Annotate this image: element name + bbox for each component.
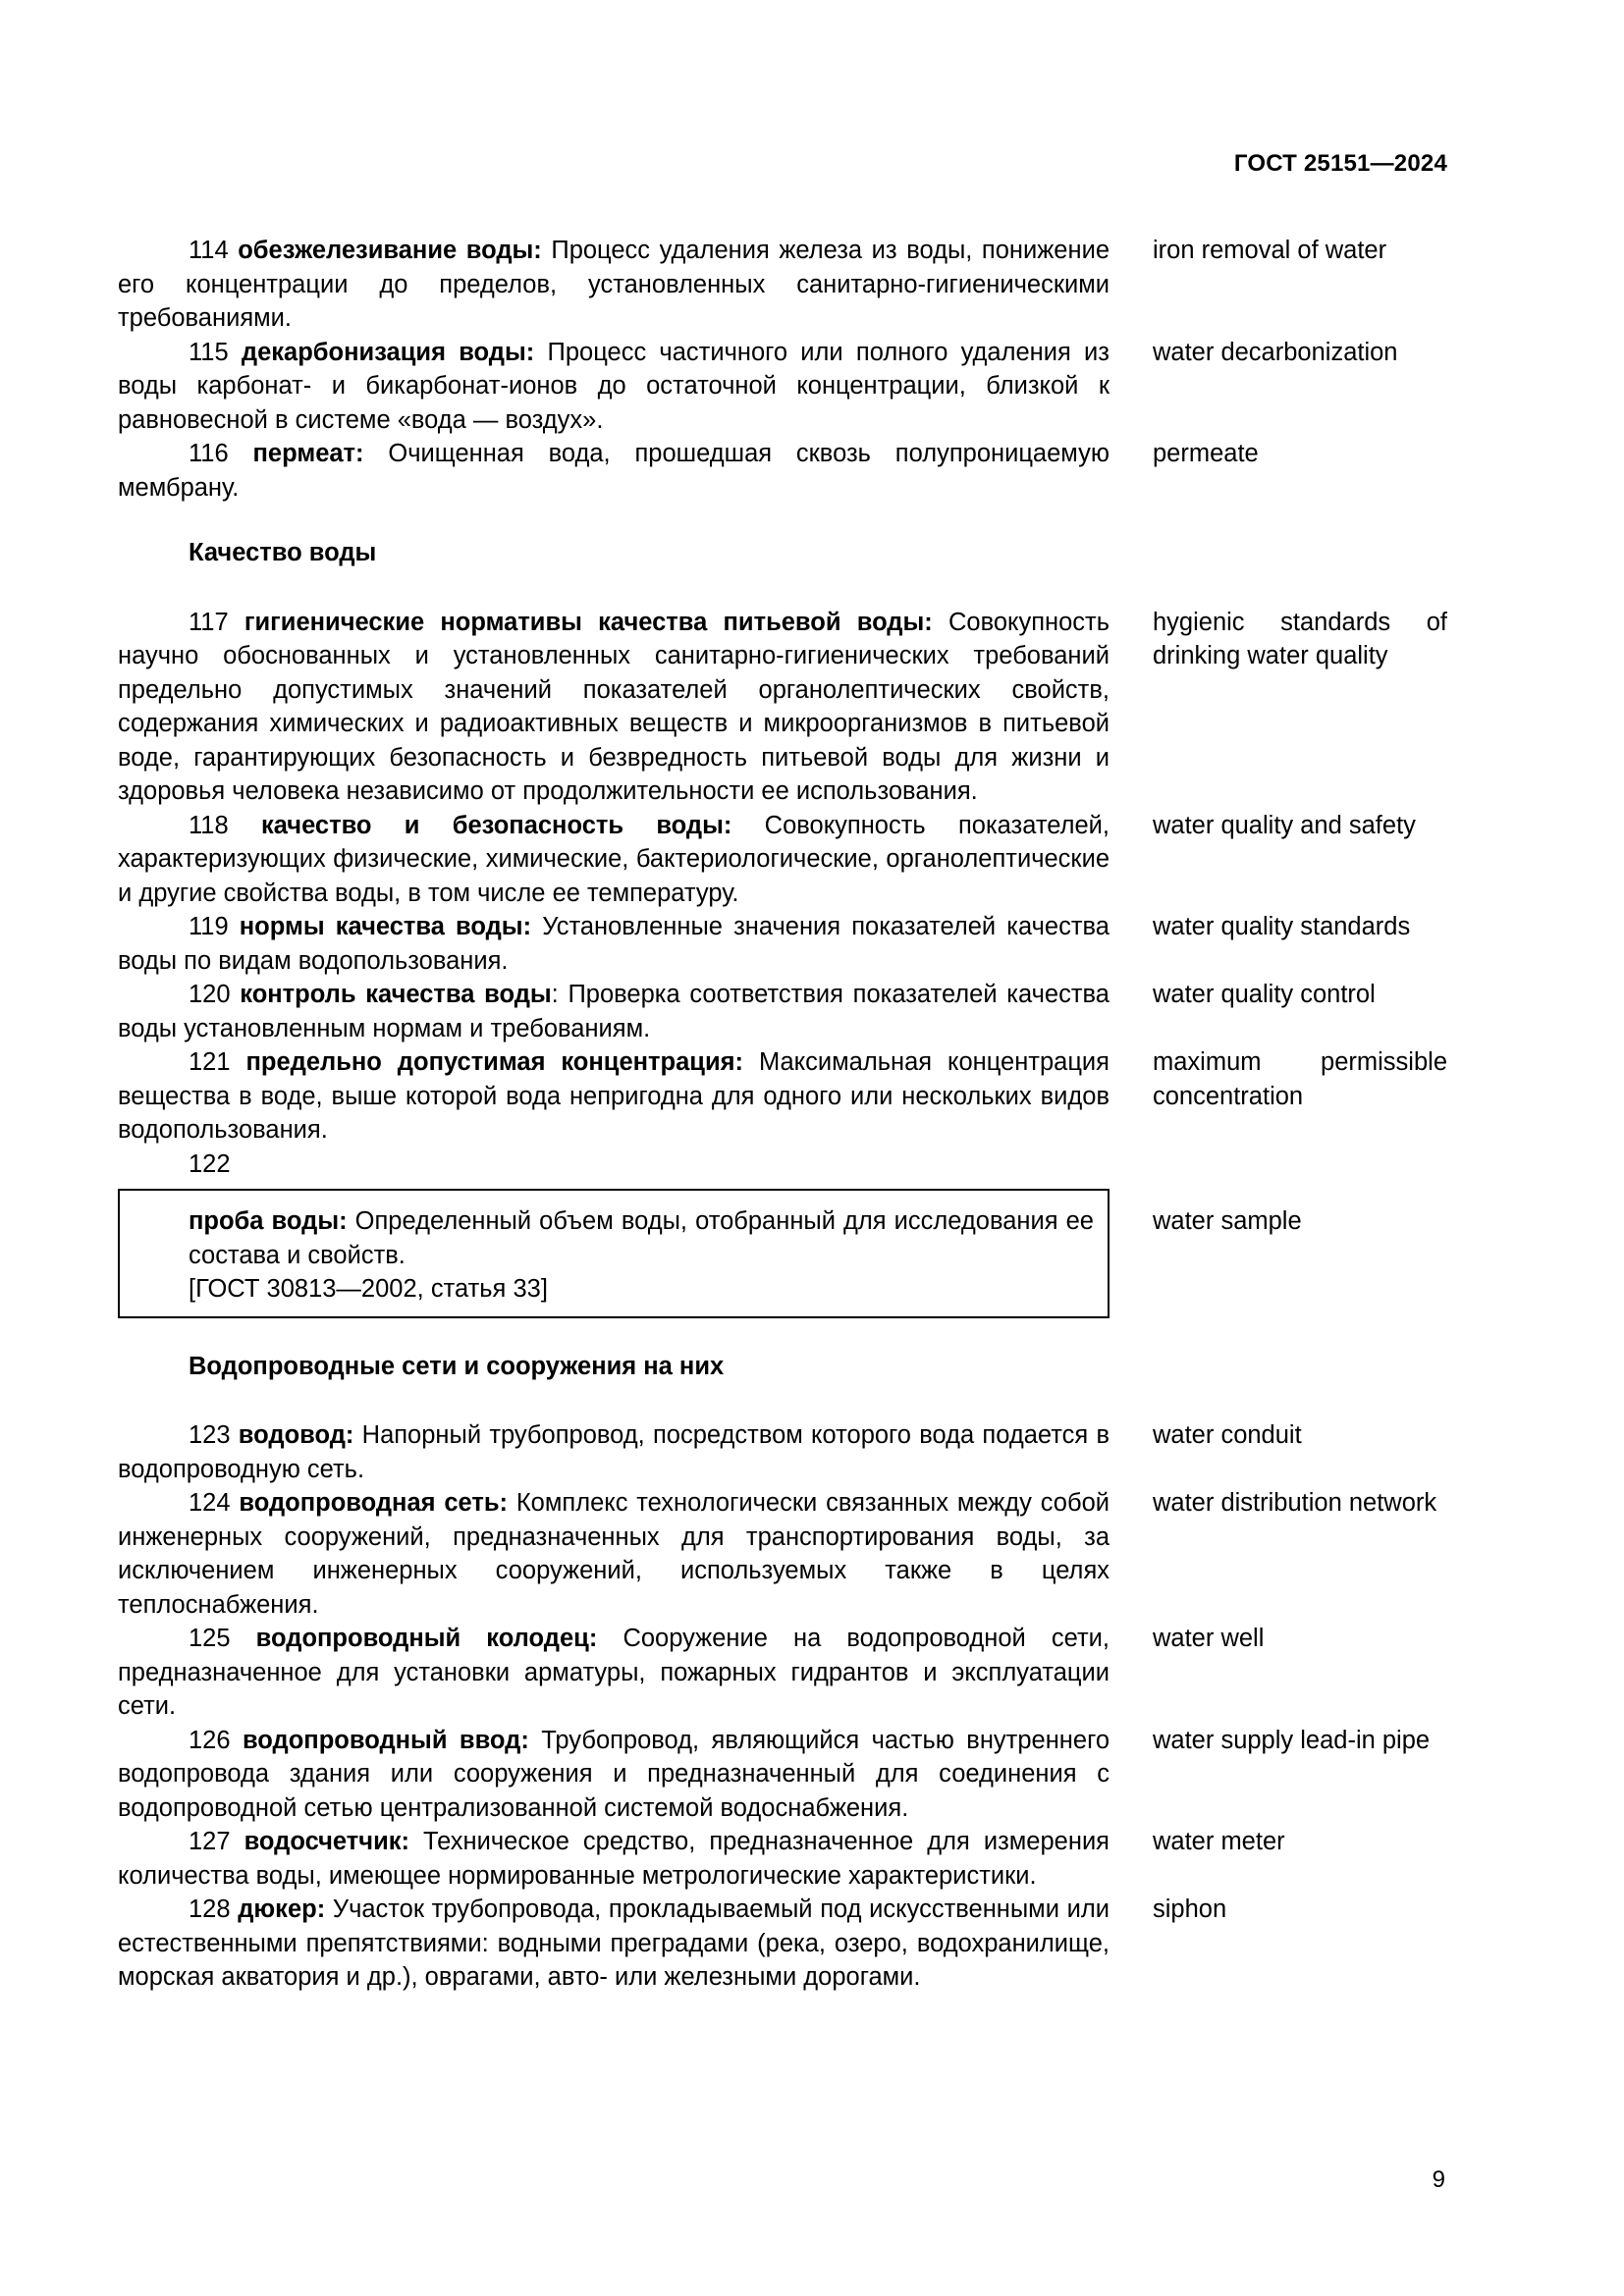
term-number: 117 [189,608,229,636]
term-number: 120 [189,981,231,1008]
term-english: maximum permissible concentration [1153,1048,1447,1110]
term-name: обезжелезивание воды: [238,237,542,264]
term-text: : Проверка соответствия показателей качества воды установленным нормам и требованиям. [118,981,1110,1042]
term-entry-123 [118,1418,1447,1486]
term-definition [118,1418,1110,1486]
term-definition [118,1724,1110,1826]
term-text: Напорный трубопровод, посредством которого вода подается в водопроводную сеть. [118,1421,1110,1483]
term-number: 118 [189,811,229,839]
term-english: water meter [1153,1828,1285,1855]
term-entry-121 [118,1045,1447,1148]
term-english: water decarbonization [1153,338,1398,366]
section-heading-water-quality: Качество воды [189,539,377,566]
term-entry-122 [118,1189,1447,1318]
term-definition [118,1486,1110,1622]
term-english: water quality standards [1153,913,1411,940]
term-entry-128 [118,1893,1447,1995]
term-english: permeate [1153,440,1259,467]
term-name: водопроводный колодец: [255,1625,598,1652]
term-number: 122 [189,1149,231,1178]
term-text: Комплекс технологически связанных между собой инженерных сооружений, предназначенных для транспортирования воды, за исключением инженерных сооружений, используемых также в целях теплоснабжения. [118,1489,1110,1619]
term-english: water well [1153,1625,1265,1652]
term-english: water quality control [1153,981,1376,1008]
term-number: 121 [189,1048,231,1076]
term-name: дюкер: [238,1896,326,1923]
term-name: проба воды: [189,1207,348,1235]
term-number: 123 [189,1421,231,1449]
term-definition [118,606,1110,809]
term-number: 119 [189,913,229,940]
term-english: water quality and safety [1153,811,1416,839]
term-text: Процесс удаления железа из воды, понижение его концентрации до пределов, установленных санитарно-гигиеническими требованиями. [118,237,1110,332]
term-entry-119 [118,910,1447,978]
term-english: hygienic standards of drinking water quality [1153,608,1447,669]
term-text: Определенный объем воды, отобранный для исследования ее состава и свойств. [189,1207,1094,1269]
term-name: водовод: [238,1421,354,1449]
term-name: качество и безопасность воды: [260,811,732,839]
term-name: водопроводный ввод: [242,1726,529,1754]
term-name: декарбонизация воды: [241,338,535,366]
term-definition [118,1825,1110,1893]
term-english: water conduit [1153,1421,1302,1449]
term-entry-115 [118,336,1447,438]
term-entry-125 [118,1622,1447,1724]
term-number: 124 [189,1489,231,1517]
term-number: 115 [189,338,229,366]
term-definition [118,234,1110,336]
term-definition [118,336,1110,438]
term-definition [118,1893,1110,1995]
term-definition [118,1622,1110,1724]
term-text: Совокупность научно обоснованных и установленных санитарно-гигиенических требований предельно допустимых значений показателей органолептических свойств, содержания химических и радиоактивных веществ и микроорганизмов в питьевой воде, гарантирующих безопасность и безвредность питьевой воды для жизни и здоровья человека независимо от продолжительности ее использования. [118,608,1110,805]
term-entry-127 [118,1825,1447,1893]
term-number: 114 [189,237,229,264]
page-number: 9 [1432,2166,1445,2193]
term-definition [118,910,1110,978]
term-name: водопроводная сеть: [239,1489,509,1517]
term-entry-124 [118,1486,1447,1622]
term-name: контроль качества воды [240,981,552,1008]
term-text: Сооружение на водопроводной сети, предназначенное для установки арматуры, пожарных гидрантов и эксплуатации сети. [118,1625,1110,1720]
term-text: Совокупность показателей, характеризующих физические, химические, бактериологические, органолептические и другие свойства воды, в том числе ее температуру. [118,811,1110,907]
term-number: 126 [189,1726,231,1754]
term-text: Участок трубопровода, прокладываемый под искусственными или естественными препятствиями: водными преградами (река, озеро, водохранилище, морская акватория и др.), оврагами, авто- или железными дорогами. [118,1896,1110,1991]
term-english: water supply lead-in pipe [1153,1726,1431,1754]
term-name: гигиенические нормативы качества питьевой воды: [244,608,933,636]
term-name: пермеат: [252,440,364,467]
terms-content [118,234,1447,1995]
term-entry-126 [118,1724,1447,1826]
term-entry-116 [118,437,1447,505]
term-entry-118 [118,809,1447,911]
term-number: 125 [189,1625,231,1652]
section-heading-water-networks: Водопроводные сети и сооружения на них [189,1352,725,1380]
term-text: Техническое средство, предназначенное для измерения количества воды, имеющее нормированные метрологические характеристики. [118,1828,1110,1890]
term-text: Установленные значения показателей качества воды по видам водопользования. [118,913,1110,975]
term-definition [189,1204,1108,1272]
term-name: водосчетчик: [244,1828,409,1855]
term-entry-117 [118,606,1447,809]
term-definition [118,978,1110,1045]
term-name: нормы качества воды: [239,913,532,940]
term-text: Трубопровод, являющийся частью внутреннего водопровода здания или сооружения и предназначенный для соединения с водопроводной сетью централизованной системой водоснабжения. [118,1726,1110,1822]
term-english: siphon [1153,1896,1227,1923]
term-english: water sample [1153,1207,1302,1235]
term-entry-122-number [118,1148,1447,1182]
document-id-header: ГОСТ 25151—2024 [1233,150,1447,177]
term-english: water distribution network [1153,1489,1437,1517]
framed-reference-term [118,1189,1110,1318]
term-definition [118,437,1110,505]
term-name: предельно допустимая концентрация: [245,1048,744,1076]
term-definition [118,1045,1110,1148]
term-english: iron removal of water [1153,237,1387,264]
term-definition [118,809,1110,911]
reference-citation: [ГОСТ 30813—2002, статья 33] [189,1275,548,1303]
term-text: Очищенная вода, прошедшая сквозь полупроницаемую мембрану. [118,440,1110,502]
term-text: Процесс частичного или полного удаления из воды карбонат- и бикарбонат-ионов до остаточной концентрации, близкой к равновесной в системе «вода — воздух». [118,338,1110,434]
term-entry-114 [118,234,1447,336]
term-text: Максимальная концентрация вещества в воде, выше которой вода непригодна для одного или нескольких видов водопользования. [118,1048,1110,1144]
term-entry-120 [118,978,1447,1045]
term-number: 128 [189,1896,231,1923]
term-number: 116 [189,440,229,467]
term-number: 127 [189,1828,231,1855]
